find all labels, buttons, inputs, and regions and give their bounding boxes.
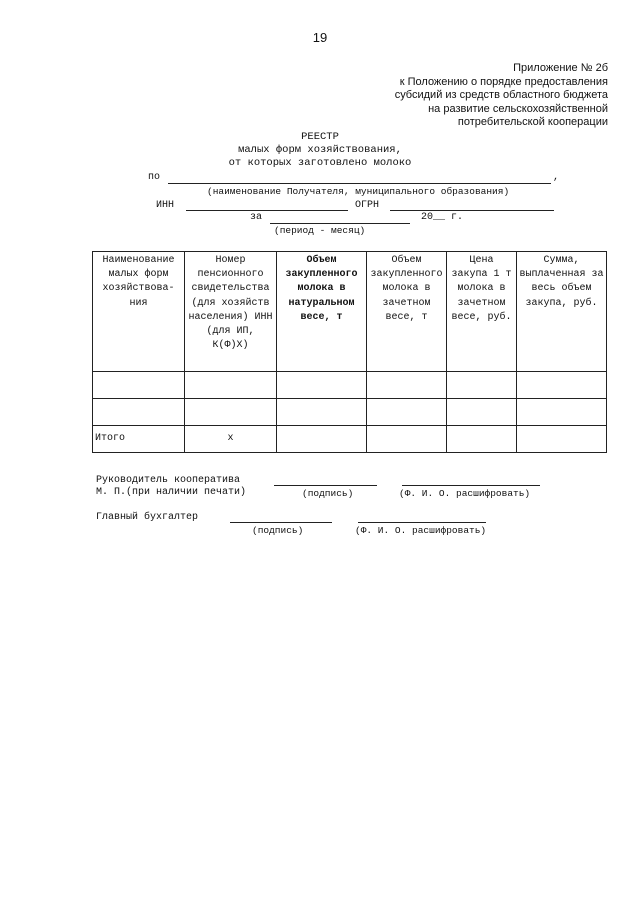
recipient-note: (наименование Получателя, муниципального образования): [207, 186, 510, 197]
accountant-signature-note: (подпись): [252, 525, 304, 536]
header-cell: Наименование малых форм хозяйствова-ния: [93, 252, 185, 372]
seal-label: М. П.(при наличии печати): [96, 487, 247, 498]
year-text: 20__ г.: [421, 212, 464, 223]
inn-field-line: [186, 210, 348, 211]
table-row: [93, 372, 607, 399]
head-signature-line: [274, 485, 377, 486]
table-cell: [517, 426, 607, 453]
appendix-line: субсидий из средств областного бюджета: [394, 89, 608, 101]
title-line: РЕЕСТР: [301, 131, 339, 143]
total-row: [93, 426, 607, 453]
table-cell: [447, 372, 517, 399]
ogrn-field-line: [390, 210, 554, 211]
total-label: Итого: [93, 426, 185, 453]
accountant-name-line: [358, 522, 486, 523]
table-cell: [367, 399, 447, 426]
inn-label: ИНН: [156, 200, 175, 211]
head-name-line: [402, 485, 540, 486]
za-label: за: [250, 212, 263, 223]
table-row: [93, 399, 607, 426]
header-cell: Объем закупленного молока в зачетном весе, т: [367, 252, 447, 372]
table-cell: [185, 372, 277, 399]
table-cell: [277, 399, 367, 426]
table-cell: [447, 399, 517, 426]
table-header-row: [93, 252, 607, 372]
table-cell: [93, 399, 185, 426]
header-cell: Сумма, выплаченная за весь объем закупа, руб.: [517, 252, 607, 372]
period-field-line: [270, 223, 410, 224]
page-number: 19: [312, 30, 328, 45]
table-cell: [367, 372, 447, 399]
accountant-name-note: (Ф. И. О. расшифровать): [355, 525, 487, 536]
appendix-line: потребительской кооперации: [457, 116, 608, 128]
head-signature-note: (подпись): [302, 488, 354, 499]
header-cell: Номер пенсионного свидетельства (для хозяйств населения) ИНН (для ИП, К(Ф)Х): [185, 252, 277, 372]
appendix-line: к Положению о порядке предоставления: [399, 75, 608, 88]
head-name-note: (Ф. И. О. расшифровать): [399, 488, 531, 499]
appendix-line: Приложение № 2б: [513, 62, 608, 74]
appendix-heading: [348, 62, 608, 130]
po-label: по: [148, 172, 161, 183]
accountant-label: Главный бухгалтер: [96, 512, 199, 523]
table-cell: [447, 426, 517, 453]
header-cell: Цена закупа 1 т молока в зачетном весе, руб.: [447, 252, 517, 372]
table-cell: [367, 426, 447, 453]
table-cell: [277, 426, 367, 453]
table-cell: [517, 372, 607, 399]
title-line: малых форм хозяйствования,: [238, 144, 402, 156]
appendix-line: на развитие сельскохозяйственной: [428, 102, 608, 115]
document-title: [0, 131, 640, 170]
table-cell: [93, 372, 185, 399]
register-table: [92, 251, 607, 453]
accountant-signature-line: [230, 522, 332, 523]
head-label: Руководитель кооператива: [96, 475, 241, 486]
table-cell: [517, 399, 607, 426]
header-cell: Объем закупленного молока в натуральном весе, т: [277, 252, 367, 372]
title-line: от которых заготовлено молоко: [228, 157, 412, 169]
ogrn-label: ОГРН: [355, 200, 380, 211]
recipient-field-line: [168, 183, 551, 184]
table-cell: [277, 372, 367, 399]
period-note: (период - месяц): [274, 225, 366, 236]
po-comma: ,: [553, 172, 560, 183]
total-mark: х: [185, 426, 277, 453]
table-cell: [185, 399, 277, 426]
